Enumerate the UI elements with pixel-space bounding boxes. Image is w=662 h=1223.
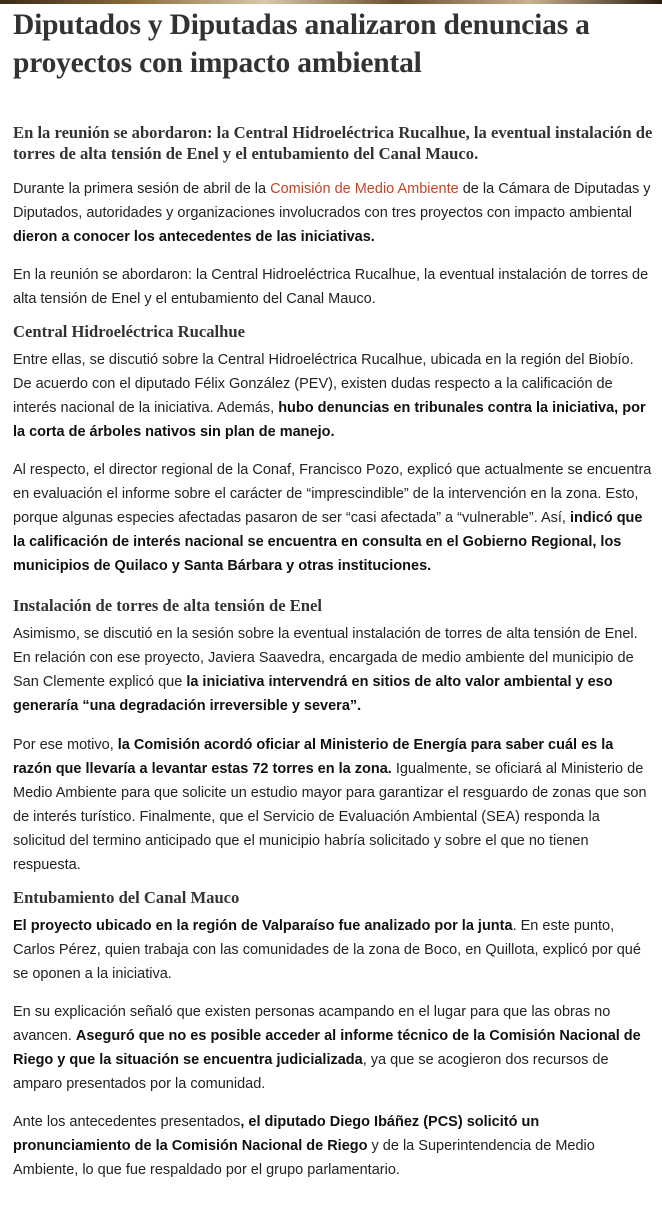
section-heading-mauco: Entubamiento del Canal Mauco bbox=[13, 888, 240, 907]
article-paragraph: En la reunión se abordaron: la Central Hidroeléctrica Rucalhue, la eventual instalación de torres de alta tensión de Enel y el entubamiento del Canal Mauco. bbox=[13, 267, 649, 307]
article-title: Diputados y Diputadas analizaron denuncias a proyectos con impacto ambiental bbox=[13, 9, 590, 79]
article-paragraph: Al respecto, el director regional de la Conaf, Francisco Pozo, explicó que actualmente se encuentra en evaluación el informe sobre el carácter de “imprescindible” de la intervención en la zona. Esto, porque algunas especies afectadas pasaron de ser “casi afectada” a “vulnerable”. Así, indicó que la calificación de interés nacional se encuentra en consulta en el Gobierno Regional, los municipios de Quilaco y Santa Bárbara y otras instituciones. bbox=[13, 462, 652, 574]
article-paragraph: El proyecto ubicado en la región de Valparaíso fue analizado por la junta. En este punto, Carlos Pérez, quien trabaja con las comunidades de la zona de Boco, en Quillota, explicó por qué se oponen a la iniciativa. bbox=[13, 918, 641, 982]
article-paragraph: Entre ellas, se discutió sobre la Central Hidroeléctrica Rucalhue, ubicada en la región del Biobío. De acuerdo con el diputado Félix González (PEV), existen dudas respecto a la calificación de interés nacional de la iniciativa. Además, hubo denuncias en tribunales contra la iniciativa, por la corta de árboles nativos sin plan de manejo. bbox=[13, 352, 646, 440]
section-heading-rucalhue: Central Hidroeléctrica Rucalhue bbox=[13, 322, 245, 341]
header-image-strip bbox=[0, 0, 662, 4]
commission-link[interactable]: Comisión de Medio Ambiente bbox=[270, 181, 459, 197]
article-paragraph: En su explicación señaló que existen personas acampando en el lugar para que las obras no avancen. Aseguró que no es posible acceder al informe técnico de la Comisión Nacional de Riego y que la situación se encuentra judicializada, ya que se acogieron dos recursos de amparo presentados por la comunidad. bbox=[13, 1004, 641, 1092]
article-paragraph: Asimismo, se discutió en la sesión sobre la eventual instalación de torres de alta tensión de Enel. En relación con ese proyecto, Javiera Saavedra, encargada de medio ambiente del municipio de San Clemente explicó que la iniciativa intervendrá en sitios de alto valor ambiental y eso generaría “una degradación irreversible y severa”. bbox=[13, 626, 638, 714]
article bbox=[13, 6, 653, 1182]
article-paragraph: Ante los antecedentes presentados, el diputado Diego Ibáñez (PCS) solicitó un pronunciamiento de la Comisión Nacional de Riego y de la Superintendencia de Medio Ambiente, lo que fue respaldado por el grupo parlamentario. bbox=[13, 1114, 595, 1178]
article-paragraph: Durante la primera sesión de abril de la Comisión de Medio Ambiente de la Cámara de Diputadas y Diputados, autoridades y organizaciones involucrados con tres proyectos con impacto ambiental dieron a conocer los antecedentes de las iniciativas. bbox=[13, 181, 651, 245]
section-heading-enel: Instalación de torres de alta tensión de Enel bbox=[13, 596, 322, 615]
article-paragraph: Por ese motivo, la Comisión acordó oficiar al Ministerio de Energía para saber cuál es la razón que llevaría a levantar estas 72 torres en la zona. Igualmente, se oficiará al Ministerio de Medio Ambiente para que solicite un estudio mayor para garantizar el resguardo de zonas que son de interés turístico. Finalmente, que el Servicio de Evaluación Ambiental (SEA) responda la solicitud del termino anticipado que el municipio habría solicitado y sobre el que no tienen respuesta. bbox=[13, 737, 647, 873]
article-lead: En la reunión se abordaron: la Central Hidroeléctrica Rucalhue, la eventual instalación de torres de alta tensión de Enel y el entubamiento del Canal Mauco. bbox=[13, 123, 653, 163]
